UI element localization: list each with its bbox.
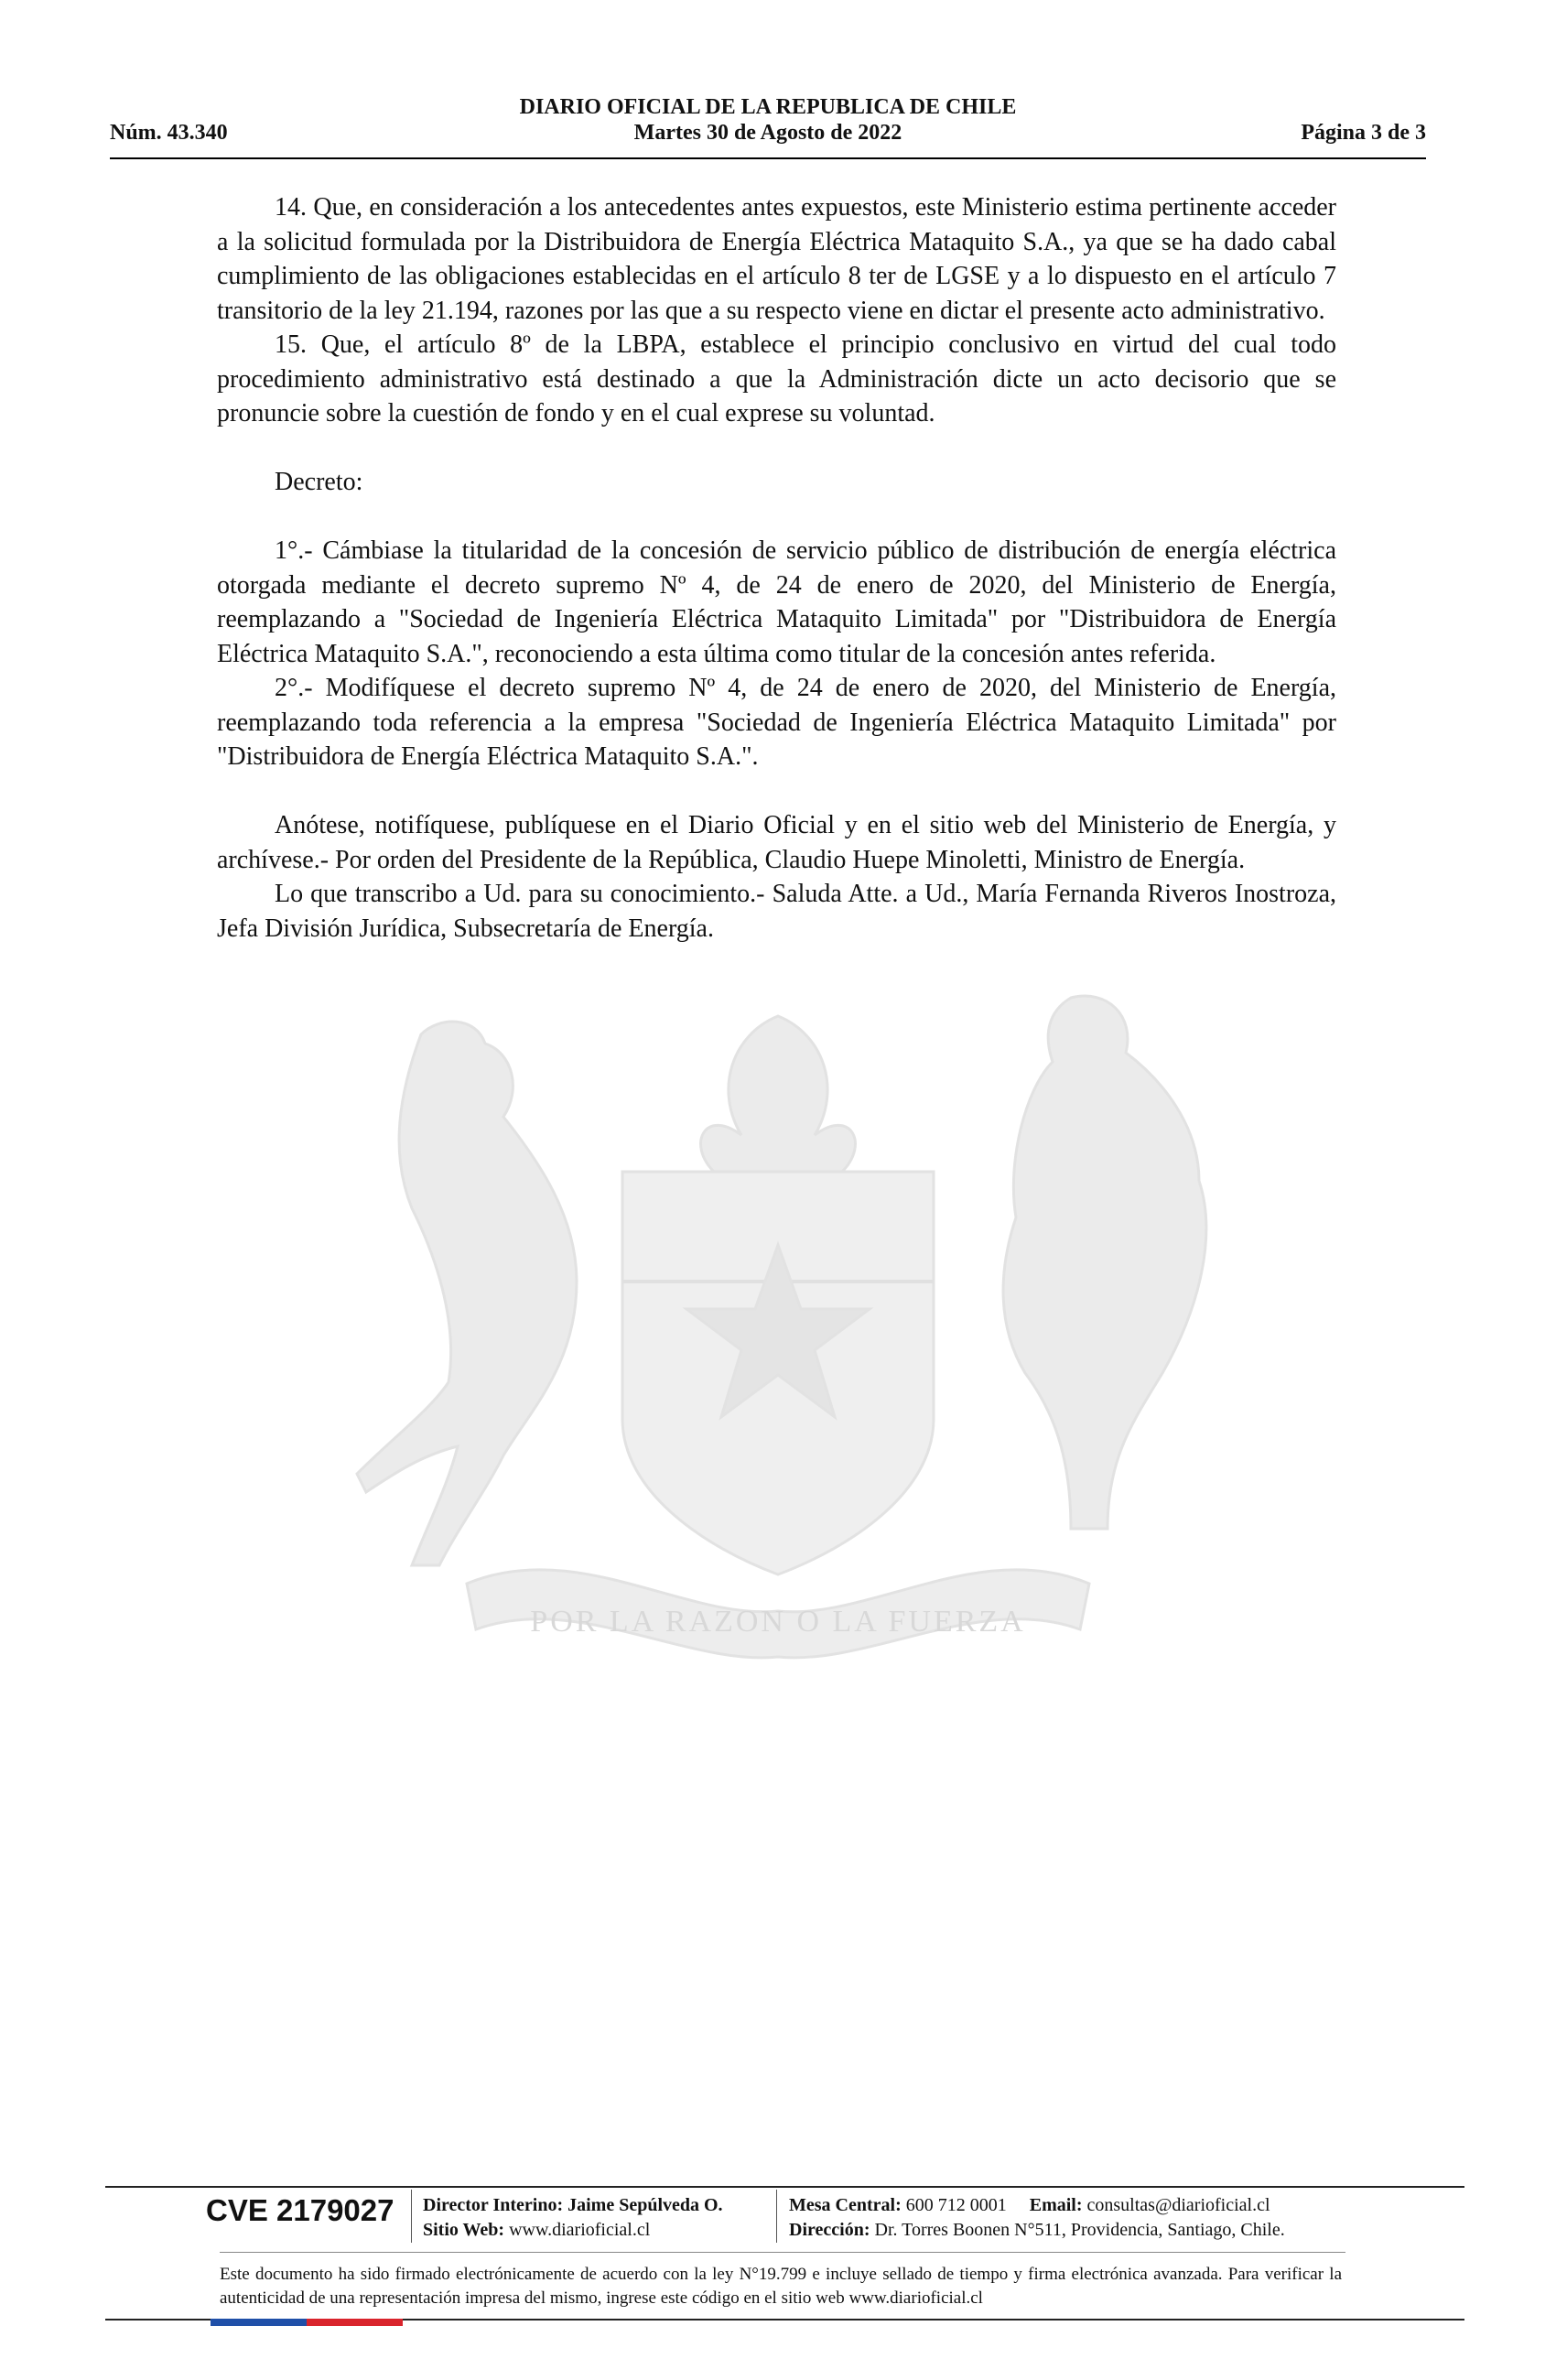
- issue-number: Núm. 43.340: [110, 121, 228, 145]
- article-2: 2°.- Modifíquese el decreto supremo Nº 4, de 24 de enero de 2020, del Ministerio de Energía, reemplazando toda referencia a la empresa "Sociedad de Ingeniería Eléctrica Mataquito Limitada" por "Distribuidora de Energía Eléctrica Mataquito S.A.".: [217, 674, 1336, 771]
- director-name: Director Interino: Jaime Sepúlveda O.: [423, 2195, 723, 2215]
- footer-director-block: [423, 2193, 723, 2243]
- page-header: [110, 93, 1426, 159]
- email-link[interactable]: consultas@diarioficial.cl: [1086, 2195, 1270, 2215]
- issue-date: Martes 30 de Agosto de 2022: [633, 121, 902, 145]
- footer-divider: [776, 2190, 777, 2243]
- coat-of-arms-watermark-icon: [302, 979, 1254, 1675]
- newspaper-title: DIARIO OFICIAL DE LA REPUBLICA DE CHILE: [519, 95, 1017, 119]
- address-label: Dirección:: [789, 2220, 870, 2240]
- web-label: Sitio Web:: [423, 2220, 505, 2240]
- decree-heading: Decreto:: [275, 468, 363, 496]
- address-value: Dr. Torres Boonen N°511, Providencia, Santiago, Chile.: [874, 2220, 1285, 2240]
- footer-contact-block: [789, 2193, 1285, 2243]
- article-1: 1°.- Cámbiase la titularidad de la concesión de servicio público de distribución de energía eléctrica otorgada mediante el decreto supremo Nº 4, de 24 de enero de 2020, del Ministerio de Energía, reemplazando a "Sociedad de Ingeniería Eléctrica Mataquito Limitada" por "Distribuidora de Energía Eléctrica Mataquito S.A.", reconociendo a esta última como titular de la concesión antes referida.: [217, 536, 1336, 668]
- email-label: Email:: [1029, 2195, 1083, 2215]
- closing-paragraph: Anótese, notifíquese, publíquese en el Diario Oficial y en el sitio web del Ministerio de Energía, y archívese.- Por orden del Presidente de la República, Claudio Huepe Minoletti, Ministro de Energía.: [217, 811, 1336, 874]
- flag-bar-red: [307, 2319, 403, 2326]
- mesa-label: Mesa Central:: [789, 2195, 902, 2215]
- paragraph-15: 15. Que, el artículo 8º de la LBPA, establece el principio conclusivo en virtud del cual todo procedimiento administrativo está destinado a que la Administración dicte un acto decisorio que se pronuncie sobre la cuestión de fondo y en el cual exprese su voluntad.: [217, 330, 1336, 427]
- watermark-motto: POR LA RAZON O LA FUERZA: [530, 1605, 1026, 1639]
- document-body: [217, 190, 1336, 946]
- mesa-phone: 600 712 0001: [905, 2195, 1007, 2215]
- footer-top-rule: [105, 2186, 1464, 2188]
- signature-note: Este documento ha sido firmado electrónicamente de acuerdo con la ley N°19.799 e incluye sellado de tiempo y firma electrónica avanzada. Para verificar la autenticidad de una representación impresa del mismo, ingrese este código en el sitio web www.diarioficial.cl: [220, 2265, 1342, 2308]
- web-link[interactable]: www.diarioficial.cl: [509, 2220, 651, 2240]
- transcription-paragraph: Lo que transcribo a Ud. para su conocimiento.- Saluda Atte. a Ud., María Fernanda Riveros Inostroza, Jefa División Jurídica, Subsecretaría de Energía.: [217, 880, 1336, 943]
- paragraph-14: 14. Que, en consideración a los antecedentes antes expuestos, este Ministerio estima pertinente acceder a la solicitud formulada por la Distribuidora de Energía Eléctrica Mataquito S.A., ya que se ha dado cabal cumplimiento de las obligaciones establecidas en el artículo 8 ter de LGSE y a lo dispuesto en el artículo 7 transitorio de la ley 21.194, razones por las que a su respecto viene en dictar el presente acto administrativo.: [217, 193, 1336, 325]
- footer-divider: [411, 2190, 412, 2243]
- footer-inner-rule: [220, 2252, 1345, 2253]
- cve-code: CVE 2179027: [206, 2193, 394, 2227]
- page-number: Página 3 de 3: [1301, 121, 1426, 145]
- flag-bar-blue: [211, 2319, 307, 2326]
